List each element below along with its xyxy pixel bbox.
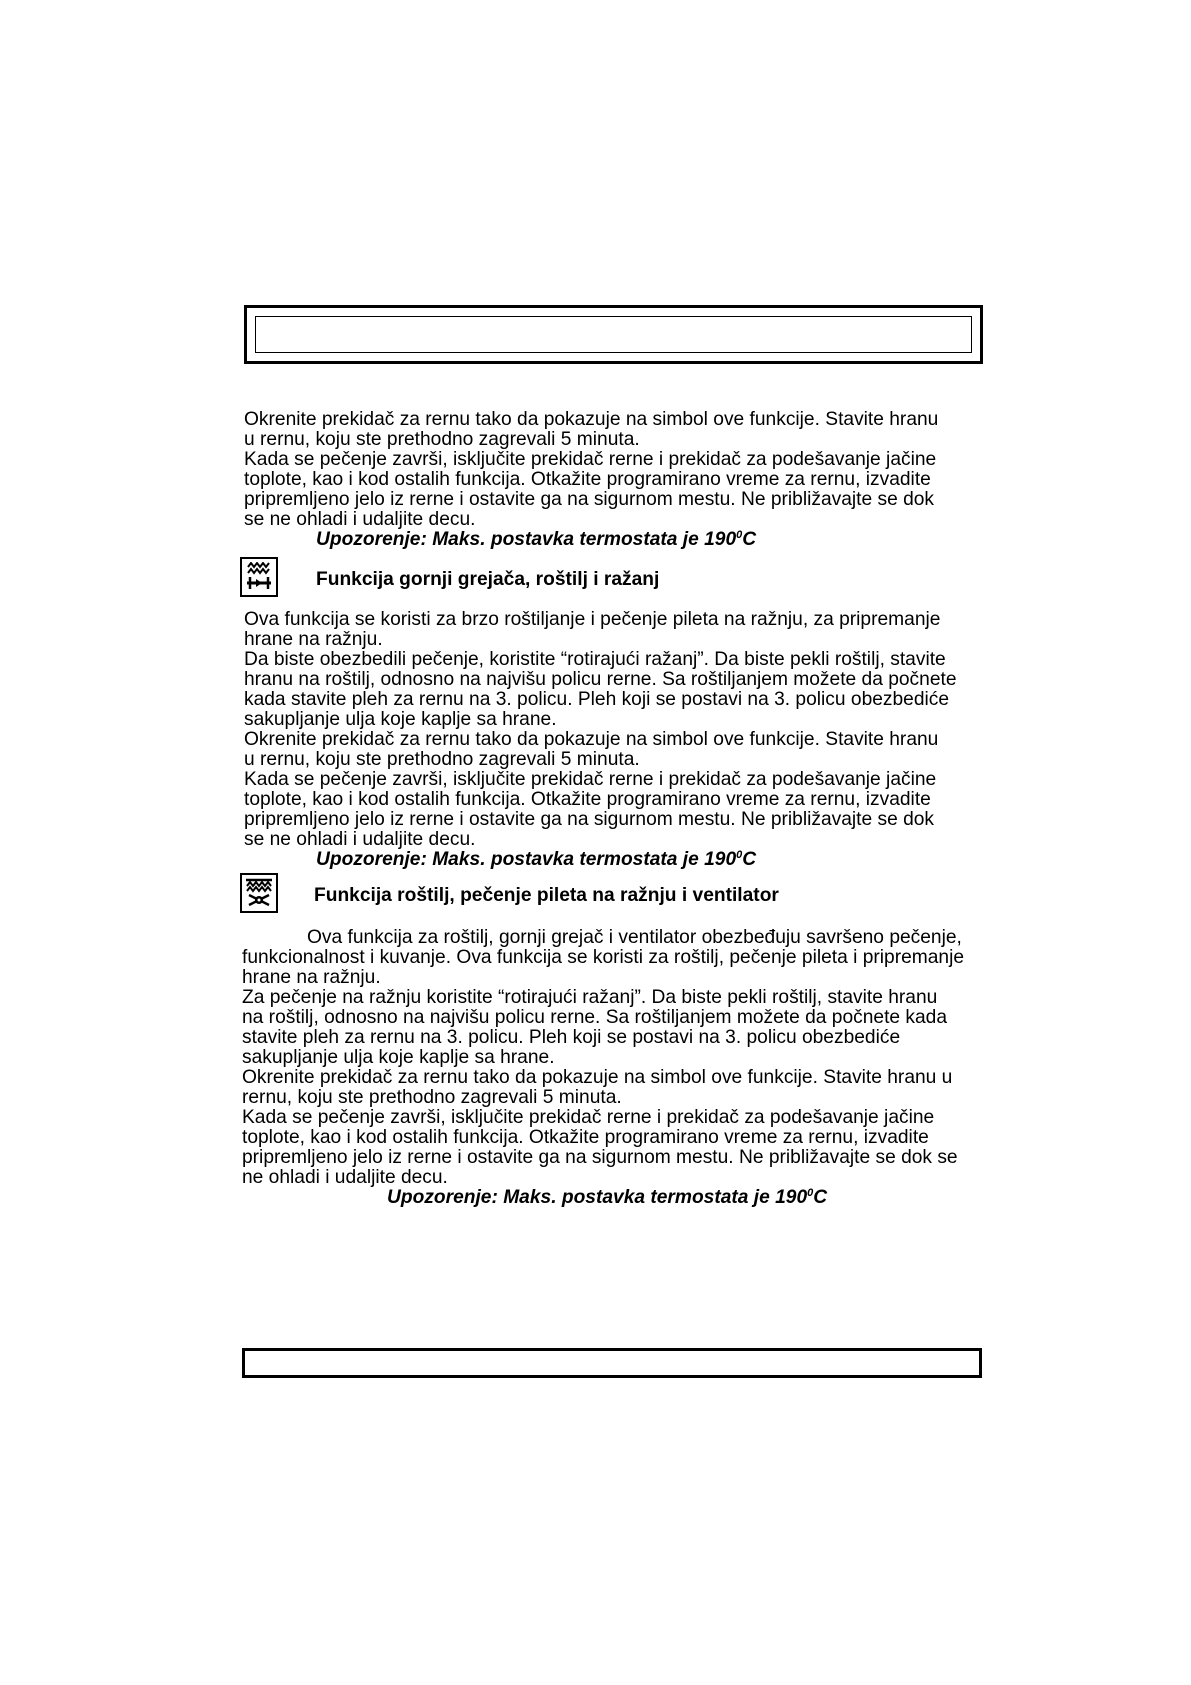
thermostat-warning bbox=[316, 530, 756, 550]
warning-unit: C bbox=[813, 1187, 828, 1208]
section2-line: stavite pleh za rernu na 3. policu. Pleh koji se postavi na 3. policu obezbediće bbox=[242, 1027, 901, 1048]
footer-frame bbox=[242, 1348, 982, 1378]
section-heading-top-heater-grill-spit: Funkcija gornji grejača, roštilj i ražanj bbox=[316, 569, 660, 590]
section1-line: Okrenite prekidač za rernu tako da pokazuje na simbol ove funkcije. Stavite hranu bbox=[244, 729, 939, 750]
section1-line: pripremljeno jelo iz rerne i ostavite ga na sigurnom mestu. Ne približavajte se dok bbox=[244, 809, 935, 830]
section2-line bbox=[242, 928, 987, 948]
warning-unit: C bbox=[742, 849, 757, 870]
section2-line: Za pečenje na ražnju koristite “rotirajući ražanj”. Da biste pekli roštilj, stavite hranu bbox=[242, 987, 938, 1008]
intro-line: se ne ohladi i udaljite decu. bbox=[244, 509, 476, 530]
thermostat-warning bbox=[387, 1188, 827, 1208]
grill-spit-fan-icon bbox=[240, 873, 278, 913]
section1-line: kada stavite pleh za rernu na 3. policu. Pleh koji se postavi na 3. policu obezbediće bbox=[244, 689, 950, 710]
section1-line: hranu na roštilj, odnosno na najvišu policu rerne. Sa roštiljanjem možete da počnete bbox=[244, 669, 957, 690]
section1-line: Kada se pečenje završi, isključite prekidač rerne i prekidač za podešavanje jačine bbox=[244, 769, 937, 790]
section1-line: sakupljanje ulja koje kaplje sa hrane. bbox=[244, 709, 557, 730]
intro-line: toplote, kao i kod ostalih funkcija. Otkažite programirano vreme za rernu, izvadite bbox=[244, 469, 931, 490]
warning-superscript: 0 bbox=[736, 849, 743, 861]
section2-line: pripremljeno jelo iz rerne i ostavite ga na sigurnom mestu. Ne približavajte se dok se bbox=[242, 1147, 958, 1168]
section1-line: toplote, kao i kod ostalih funkcija. Otkažite programirano vreme za rernu, izvadite bbox=[244, 789, 931, 810]
warning-superscript: 0 bbox=[807, 1187, 814, 1199]
warning-superscript: 0 bbox=[736, 529, 743, 541]
top-heater-grill-spit-icon bbox=[240, 557, 278, 597]
section2-line: sakupljanje ulja koje kaplje sa hrane. bbox=[242, 1047, 555, 1068]
section2-line: ne ohladi i udaljite decu. bbox=[242, 1167, 448, 1188]
warning-unit: C bbox=[742, 529, 757, 550]
section2-line: hrane na ražnju. bbox=[242, 967, 381, 988]
section2-paragraph bbox=[242, 928, 987, 1188]
intro-line: u rernu, koju ste prethodno zagrevali 5 minuta. bbox=[244, 429, 640, 450]
section-heading-grill-spit-fan: Funkcija roštilj, pečenje pileta na ražnju i ventilator bbox=[314, 885, 779, 906]
section1-line: Da biste obezbedili pečenje, koristite “rotirajući ražanj”. Da biste pekli roštilj, stavite bbox=[244, 649, 946, 670]
section2-line: na roštilj, odnosno na najvišu policu rerne. Sa roštiljanjem možete da počnete kada bbox=[242, 1007, 948, 1028]
intro-paragraph bbox=[244, 410, 984, 530]
section1-line: u rernu, koju ste prethodno zagrevali 5 minuta. bbox=[244, 749, 640, 770]
warning-text: Upozorenje: Maks. postavka termostata je 190 bbox=[316, 529, 737, 550]
section1-paragraph bbox=[244, 610, 984, 850]
top-heater-grill-spit-icon-graphic bbox=[245, 562, 273, 592]
section2-line: toplote, kao i kod ostalih funkcija. Otkažite programirano vreme za rernu, izvadite bbox=[242, 1127, 929, 1148]
section1-line: hrane na ražnju. bbox=[244, 629, 383, 650]
intro-line: Kada se pečenje završi, isključite prekidač rerne i prekidač za podešavanje jačine bbox=[244, 449, 937, 470]
header-frame bbox=[244, 305, 983, 364]
header-frame-inner bbox=[255, 316, 972, 353]
section1-line: Ova funkcija se koristi za brzo roštiljanje i pečenje pileta na ražnju, za pripremanje bbox=[244, 609, 941, 630]
intro-line: pripremljeno jelo iz rerne i ostavite ga na sigurnom mestu. Ne približavajte se dok bbox=[244, 489, 935, 510]
grill-spit-fan-icon-graphic bbox=[245, 878, 273, 908]
section2-line: Okrenite prekidač za rernu tako da pokazuje na simbol ove funkcije. Stavite hranu u bbox=[242, 1067, 953, 1088]
section2-line: funkcionalnost i kuvanje. Ova funkcija se koristi za roštilj, pečenje pileta i pripremanje bbox=[242, 947, 965, 968]
thermostat-warning bbox=[316, 850, 756, 870]
section2-line-text: Ova funkcija za roštilj, gornji grejač i ventilator obezbeđuju savršeno pečenje, bbox=[307, 927, 962, 948]
section1-line: se ne ohladi i udaljite decu. bbox=[244, 829, 476, 850]
warning-text: Upozorenje: Maks. postavka termostata je 190 bbox=[316, 849, 737, 870]
section2-line: rernu, koju ste prethodno zagrevali 5 minuta. bbox=[242, 1087, 622, 1108]
section2-line: Kada se pečenje završi, isključite prekidač rerne i prekidač za podešavanje jačine bbox=[242, 1107, 935, 1128]
warning-text: Upozorenje: Maks. postavka termostata je 190 bbox=[387, 1187, 808, 1208]
intro-line: Okrenite prekidač za rernu tako da pokazuje na simbol ove funkcije. Stavite hranu bbox=[244, 409, 939, 430]
